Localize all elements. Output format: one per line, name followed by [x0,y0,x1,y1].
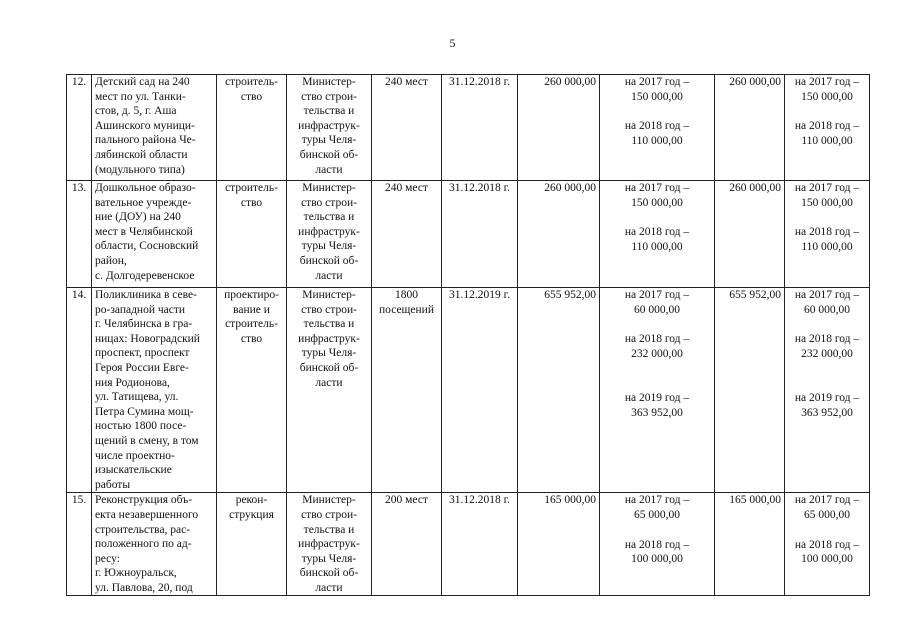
funding-by-year [785,288,870,493]
cell-line: Министер- [302,76,356,88]
year-amount [603,332,711,361]
cell-line: работы [95,478,131,491]
cell-line: стов, д. 5, г. Аша [95,105,177,118]
year-amount [788,119,866,148]
customer [287,181,372,288]
deadline: 31.12.2018 г. [442,493,518,596]
cell-line: положенного по ад- [95,538,192,551]
table-row [67,75,870,181]
work-type [217,493,287,596]
cell-line: 240 мест [385,182,428,194]
year-label: на 2017 год – [624,182,690,194]
year-amount [788,75,866,104]
cell-line: проспект, проспект [95,347,190,360]
cell-line: ласти [315,581,343,594]
object-name [92,181,217,288]
cost-by-year [600,75,715,181]
year-amount [788,288,866,317]
work-type [217,75,287,181]
year-value: 60 000,00 [804,303,850,316]
cell-line: числе проектно- [95,449,175,462]
cell-line: Министер- [302,289,356,301]
cell-line: Министер- [302,494,356,507]
cell-line: ресу: [95,552,120,565]
cell-line: с. Долгодеревенское [95,269,195,282]
cell-line: струкция [229,508,274,521]
cell-line: Поликлиника в севе- [95,289,197,301]
cell-line: ния Родионова, [95,376,170,389]
cell-line: лябинской области [95,148,188,161]
year-amount [603,181,711,210]
cell-line: инфраструк- [298,332,360,345]
cost-by-year [600,493,715,596]
year-amount [788,538,866,567]
table-row [67,493,870,596]
year-value: 150 000,00 [631,90,683,103]
cell-line: ласти [315,376,343,389]
cell-line: ство [240,332,263,345]
year-value: 100 000,00 [801,553,853,566]
cell-line: тельства и [303,523,355,536]
object-name [92,75,217,181]
year-amount [603,391,711,420]
year-value: 110 000,00 [631,134,683,147]
year-value: 363 952,00 [801,406,853,419]
cell-line: рекон- [235,494,268,507]
year-label: на 2017 год – [794,289,860,301]
cell-line: ство строи- [301,303,357,316]
cell-line: области, Сосновский [95,240,199,253]
cell-line: ро-западной части [95,303,186,316]
year-amount [788,391,866,420]
capacity [372,493,442,596]
cell-line: Детский сад на 240 [95,76,190,88]
year-label: на 2017 год – [624,289,690,301]
cell-line: строитель- [225,76,278,88]
funding-by-year [785,181,870,288]
year-label: на 2018 год – [624,226,690,239]
cell-line: инфраструк- [298,225,360,238]
customer [287,75,372,181]
table-row [67,181,870,288]
cell-line: туры Челя- [301,552,357,565]
cell-line: Героя России Евге- [95,361,189,374]
cell-line: вательное учрежде- [95,196,192,209]
cell-line: туры Челя- [301,134,357,147]
year-amount [603,225,711,254]
row-number: 13. [67,181,92,288]
total-cost: 260 000,00 [518,75,600,181]
deadline: 31.12.2018 г. [442,75,518,181]
object-name [92,288,217,493]
year-value: 60 000,00 [634,303,680,316]
year-label: на 2017 год – [624,494,690,507]
capacity [372,75,442,181]
year-label: на 2019 год – [794,392,860,405]
funding-total: 260 000,00 [715,75,785,181]
year-label: на 2018 год – [794,333,860,346]
cell-line: г. Южноуральск, [95,567,177,580]
cell-line: Министер- [302,182,356,194]
cell-line: бинской об- [299,254,359,267]
year-value: 100 000,00 [631,553,683,566]
funding-by-year [785,493,870,596]
cell-line: проектиро- [224,289,279,301]
cell-line: тельства и [303,211,355,224]
cell-line: строитель- [225,182,278,194]
deadline: 31.12.2019 г. [442,288,518,493]
cell-line: пального района Че- [95,134,196,147]
cell-line: (модульного типа) [95,163,185,176]
cell-line: ностью 1800 посе- [95,420,187,433]
cell-line: Петра Сумина мощ- [95,405,194,418]
cell-line: ство [240,196,263,209]
cell-line: Реконструкция объ- [95,494,193,507]
year-amount [603,119,711,148]
work-type [217,288,287,493]
year-value: 65 000,00 [804,508,850,521]
capacity [372,181,442,288]
year-label: на 2019 год – [624,392,690,405]
cell-line: туры Челя- [301,347,357,360]
funding-by-year [785,75,870,181]
cell-line: ние (ДОУ) на 240 [95,211,181,224]
cell-line: тельства и [303,318,355,331]
year-label: на 2018 год – [794,538,860,551]
object-name [92,493,217,596]
year-value: 150 000,00 [801,196,853,209]
year-value: 65 000,00 [634,508,680,521]
year-value: 110 000,00 [631,240,683,253]
cell-line: район, [95,254,127,267]
year-amount [788,181,866,210]
cost-by-year [600,288,715,493]
cell-line: ницах: Новоградский [95,332,200,345]
cell-line: бинской об- [299,148,359,161]
year-value: 150 000,00 [631,196,683,209]
cell-line: тельства и [303,105,355,118]
row-number: 12. [67,75,92,181]
cost-by-year [600,181,715,288]
customer [287,493,372,596]
year-label: на 2018 год – [794,226,860,239]
year-amount [788,225,866,254]
year-label: на 2018 год – [624,120,690,133]
cell-line: строительства, рас- [95,523,191,536]
cell-line: екта незавершенного [95,508,199,521]
cell-line: ул. Павлова, 20, под [95,581,193,594]
cell-line: Дошкольное образо- [95,182,196,194]
year-value: 232 000,00 [801,347,853,360]
cell-line: 240 мест [385,76,428,88]
year-label: на 2018 год – [624,538,690,551]
cell-line: ство строи- [301,196,357,209]
year-amount [603,538,711,567]
work-type [217,181,287,288]
cell-line: инфраструк- [298,119,360,132]
total-cost: 165 000,00 [518,493,600,596]
cell-line: щений в смену, в том [95,434,199,447]
cell-line: ласти [315,269,343,282]
year-amount [788,493,866,522]
cell-line: ласти [315,163,343,176]
cell-line: 200 мест [385,494,428,507]
row-number: 15. [67,493,92,596]
year-label: на 2017 год – [794,182,860,194]
capacity [372,288,442,493]
cell-line: г. Челябинска в гра- [95,318,193,331]
cell-line: изыскательские [95,464,172,477]
year-label: на 2017 год – [794,76,860,88]
year-value: 363 952,00 [631,406,683,419]
year-amount [603,288,711,317]
funding-total: 655 952,00 [715,288,785,493]
cell-line: вание и [233,303,270,316]
year-amount [788,332,866,361]
year-amount [603,75,711,104]
cell-line: ство [240,90,263,103]
objects-table [66,74,870,596]
cell-line: ул. Татищева, ул. [95,391,179,404]
funding-total: 165 000,00 [715,493,785,596]
year-label: на 2018 год – [624,333,690,346]
year-value: 232 000,00 [631,347,683,360]
cell-line: туры Челя- [301,240,357,253]
year-value: 110 000,00 [801,134,853,147]
total-cost: 260 000,00 [518,181,600,288]
cell-line: строитель- [225,318,278,331]
row-number: 14. [67,288,92,493]
cell-line: инфраструк- [298,538,360,551]
year-value: 110 000,00 [801,240,853,253]
table-row [67,288,870,493]
deadline: 31.12.2018 г. [442,181,518,288]
total-cost: 655 952,00 [518,288,600,493]
funding-total: 260 000,00 [715,181,785,288]
cell-line: ство строи- [301,90,357,103]
page-number: 5 [449,36,456,50]
cell-line: 1800 [395,289,418,301]
year-value: 150 000,00 [801,90,853,103]
year-label: на 2017 год – [624,76,690,88]
cell-line: мест по ул. Танки- [95,90,186,103]
year-label: на 2017 год – [794,494,860,507]
cell-line: посещений [379,303,434,316]
cell-line: Ашинского муници- [95,119,195,132]
cell-line: ство строи- [301,508,357,521]
cell-line: мест в Челябинской [95,225,193,238]
year-amount [603,493,711,522]
cell-line: бинской об- [299,361,359,374]
year-label: на 2018 год – [794,120,860,133]
cell-line: бинской об- [299,567,359,580]
customer [287,288,372,493]
